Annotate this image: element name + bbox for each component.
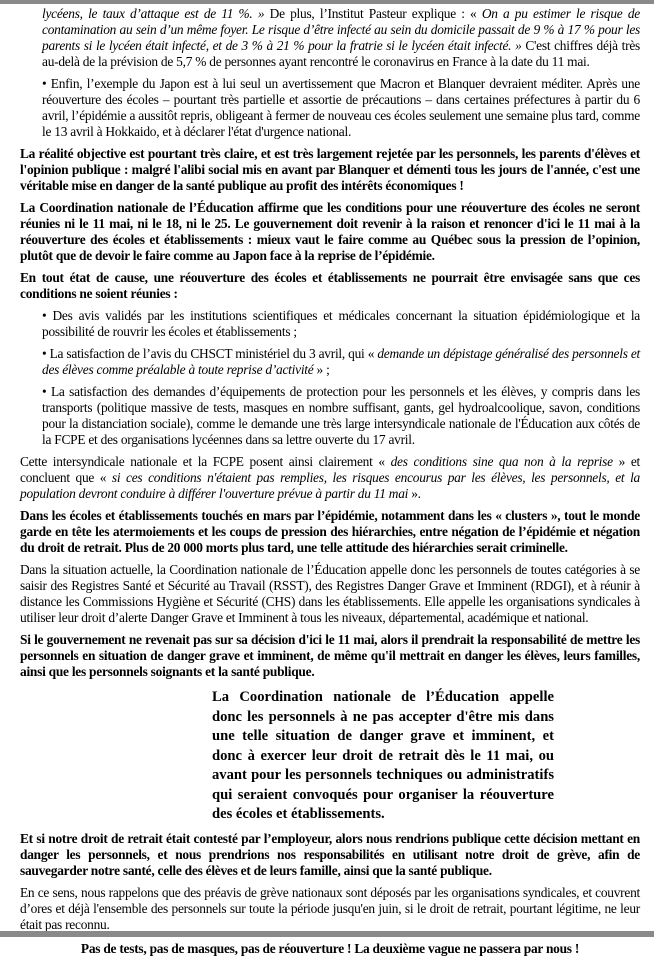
closing-slogan: Pas de tests, pas de masques, pas de réouverture ! La deuxième vague ne passera par nous ! bbox=[80, 940, 580, 956]
text: » et concluent que « bbox=[20, 454, 640, 485]
text: Cette intersyndicale nationale et la FCPE posent ainsi clairement « bbox=[20, 454, 391, 469]
paragraph-greve: Et si notre droit de retrait était contesté par l’employeur, alors nous rendrions publique cette décision mettant en danger les personnels, et nous prendrions nos responsabilités en utilisant notre droit de grève, afin de sauvegarder notre santé, celle des élèves et de leurs famille, ainsi que la santé publique. bbox=[20, 830, 640, 878]
text: De plus, l’Institut Pasteur explique : « bbox=[264, 6, 482, 21]
paragraph-situation: Dans la situation actuelle, la Coordination nationale de l’Éducation appelle donc les personnels de toutes catégories à se saisir des Registres Santé et Sécurité au Travail (RSST), des Registres Danger Grave et Imminent (RDGI), et à réunir à distance les Commissions Hygiène et Sécurité (CHS) dans les établissements. Elle appelle les organisations syndicales à utiliser leur droit d’alerte Danger Grave et Imminent à tous les niveaux, départemental, académique et national. bbox=[20, 562, 640, 625]
text: ». bbox=[408, 486, 421, 501]
paragraph-realite: La réalité objective est pourtant très claire, et est très largement rejetée par les personnels, les parents d'élèves et l'opinion publique : malgré l'alibi social mis en avant par Blanquer et démenti tous les jours de l'année, c'est une véritable mise en danger de la santé publique au profit des intérêts économiques ! bbox=[20, 146, 640, 193]
bottom-border bbox=[0, 931, 654, 937]
paragraph-conditions: En tout état de cause, une réouverture des écoles et établissements ne pourrait être envisagée sans que ces conditions ne soient réunies : bbox=[20, 270, 640, 301]
quote-italic: demande un dépistage généralisé des personnels et des élèves comme préalable à toute reprise d’activité bbox=[42, 346, 640, 377]
bullet-equipements: • La satisfaction des demandes d’équipements de protection pour les personnels et les élèves, y compris dans les transports (politique massive de tests, masques en nombre suffisant, gants, gel hydroalcoolique, savon, conditions pour la distanciation sociale), comme le demande une très large intersyndicale nationale de l'Éducation aux côtés de la FCPE et des organisations lycéennes dans sa lettre ouverte du 17 avril. bbox=[42, 384, 640, 447]
paragraph-preavis: En ce sens, nous rappelons que des préavis de grève nationaux sont déposés par les organisations syndicales, et couvrent d’ores et déjà l'ensemble des personnels sur toute la période jusqu'en juin, si le droit de retrait, pourtant légitime, ne leur était pas reconnu. bbox=[20, 884, 640, 932]
text: C'est chiffres déjà très au-delà de la prévision de 5,7 % de personnes ayant rencontré le coronavirus en France à la date du 11 mai. bbox=[42, 38, 640, 69]
quote-italic: lycéens, le taux d’attaque est de 11 %. » bbox=[42, 6, 265, 21]
quote-italic: des conditions sine qua non à la reprise bbox=[390, 454, 613, 469]
callout-droit-retrait: La Coordination nationale de l’Éducation appelle donc les personnels à ne pas accepter d'être mis dans une telle situation de danger grave et imminent, et donc à exercer leur droit de retrait dès le 11 mai, ou avant pour les personnels techniques ou administratifs qui seraient convoqués pour organiser la réouverture des écoles et établissements. bbox=[212, 689, 554, 822]
quote-italic: si ces conditions n'étaient pas remplies, les risques encourus par les élèves, les personnels, et la population devront conduire à différer l'ouverture prévue à partir du 11 mai bbox=[20, 470, 641, 501]
quote-italic: On a pu estimer le risque de contamination au sein d’un même foyer. Le risque d’être infecté au sein du domicile passait de 9 % à 17 % pour les parents si le lycéen était infecté, et de 3 % à 21 % pour la fratrie si le lycéen était infecté. » bbox=[42, 6, 640, 53]
paragraph-coordination: La Coordination nationale de l’Éducation affirme que les conditions pour une réouverture des écoles ne seront réunies ni le 11 mai, ni le 18, ni le 25. Le gouvernement doit revenir à la raison et renoncer d'ici le 11 mai à la réouverture des écoles et établissements : mieux vaut le faire comme au Québec sous la pression de l’opinion, plutôt que de devoir le faire comme au Japon face à la reprise de l’épidémie. bbox=[20, 200, 640, 263]
text: » ; bbox=[313, 362, 330, 377]
top-border bbox=[0, 0, 654, 4]
document-page bbox=[20, 6, 640, 963]
bullet-avis: • Des avis validés par les institutions scientifiques et médicales concernant la situation épidémiologique et la possibilité de rouvrir les écoles et établissements ; bbox=[42, 308, 640, 339]
paragraph-intersyndicale bbox=[20, 454, 640, 502]
bullet-japon: • Enfin, l’exemple du Japon est à lui seul un avertissement que Macron et Blanquer devraient méditer. Après une réouverture des écoles – pourtant très partielle et assortie de précautions – dans certaines préfectures à partir du 6 avril, l’épidémie a aussitôt repris, obligeant à fermer de nouveau ces écoles seulement une semaine plus tard, comme le 13 avril à Hokkaido, et à déclarer l'état d'urgence national. bbox=[42, 76, 640, 139]
text: • La satisfaction de l’avis du CHSCT ministériel du 3 avril, qui « bbox=[42, 346, 378, 361]
paragraph-gouvernement: Si le gouvernement ne revenait pas sur sa décision d'ici le 11 mai, alors il prendrait la responsabilité de mettre les personnels en situation de danger grave et imminent, de même qu'il mettrait en danger les élèves, leurs familles, ainsi que les personnels soignants et la santé publique. bbox=[20, 632, 640, 679]
paragraph-clusters: Dans les écoles et établissements touchés en mars par l’épidémie, notamment dans les « clusters », tout le monde garde en tête les atermoiements et les coups de pression des hiérarchies, entre négation de l’épidémie et négation du droit de retrait. Plus de 20 000 morts plus tard, une telle attitude des hiérarchies serait criminelle. bbox=[20, 508, 640, 555]
bullet-chsct bbox=[42, 346, 640, 378]
paragraph-pasteur-quote bbox=[42, 6, 640, 70]
